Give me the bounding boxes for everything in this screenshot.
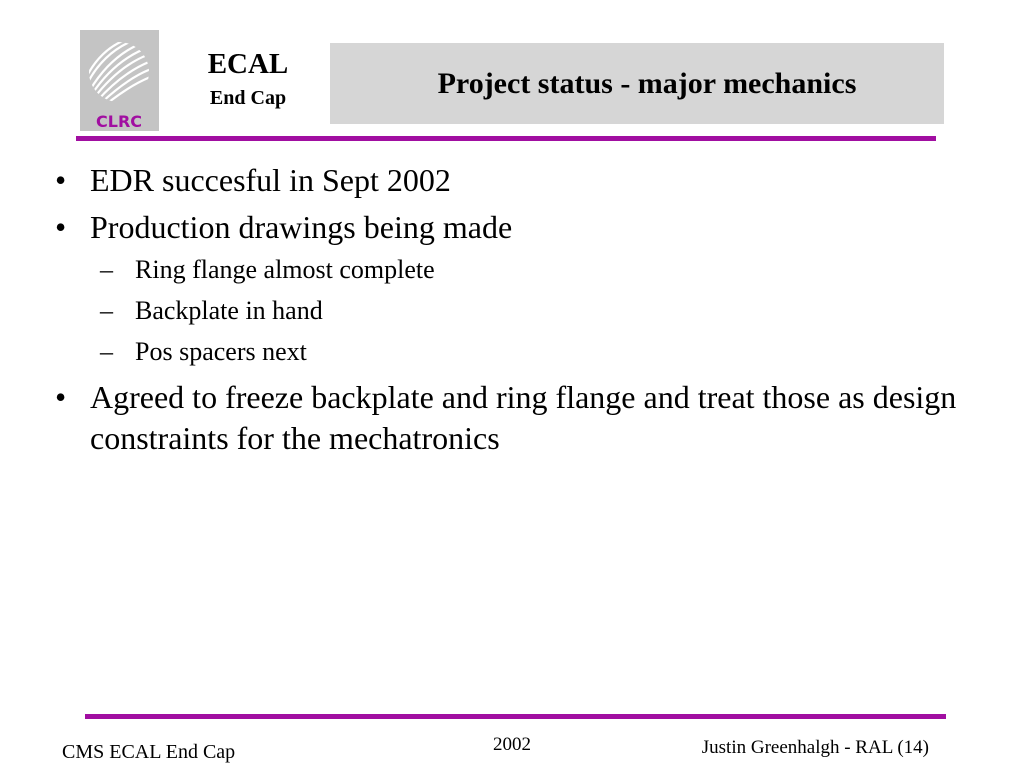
slide-title-box [330,43,944,124]
bullet-text: EDR succesful in Sept 2002 [90,162,451,198]
sub-bullet-item [55,254,985,286]
sub-bullet-text: Pos spacers next [135,337,307,366]
slide-content [55,160,985,465]
slide-title: Project status - major mechanics [437,66,857,100]
bullet-text: Production drawings being made [90,209,513,245]
dash-marker: – [100,296,113,325]
dash-marker: – [100,337,113,366]
sub-bullet-item [55,336,985,368]
top-divider [76,136,936,141]
bottom-divider [85,714,946,719]
footer-author-page: Justin Greenhalgh - RAL (14) [701,737,929,758]
bullet-marker: • [55,209,67,245]
bullet-marker: • [55,379,67,415]
sub-bullet-list [55,254,985,368]
ecal-title: ECAL [207,48,289,80]
ecal-subtitle: End Cap [209,87,287,109]
clrc-logo-text: CLRC [96,112,142,131]
sub-bullet-text: Backplate in hand [135,296,323,325]
dash-marker: – [100,255,113,284]
clrc-logo [80,30,159,131]
sub-bullet-item [55,295,985,327]
clrc-swirl-icon [80,30,159,131]
sub-bullet-text: Ring flange almost complete [135,255,435,284]
bullet-item [55,377,985,459]
footer-left-text: CMS ECAL End Cap [62,741,236,763]
bullet-item [55,160,985,201]
footer-year: 2002 [493,734,531,755]
bullet-text: Agreed to freeze backplate and ring flange and treat those as design constraints for the mechatronics [90,379,957,456]
bullet-item [55,207,985,248]
bullet-marker: • [55,162,67,198]
